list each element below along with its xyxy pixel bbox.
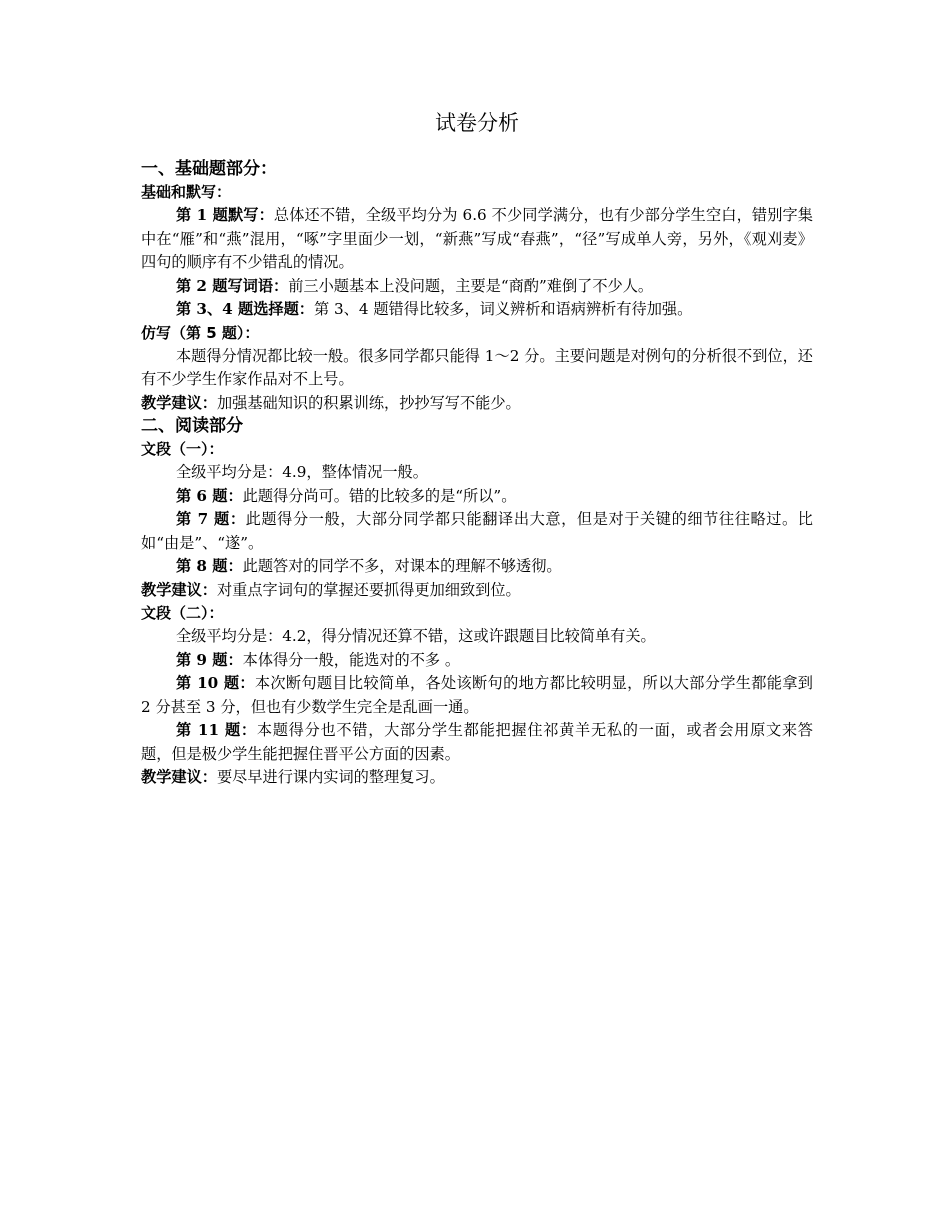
paragraph-q3-4 — [141, 298, 813, 322]
passage2-advice-text: 要尽早进行课内实词的整理复习。 — [216, 768, 445, 786]
document-page — [141, 108, 813, 790]
q7-label: 第 7 题： — [175, 510, 246, 528]
q6-text: 此题得分尚可。错的比较多的是“所以”。 — [242, 486, 517, 505]
passage1-advice-text: 对重点字词句的掌握还要抓得更加细致到位。 — [216, 580, 521, 599]
q10-label: 第 10 题： — [175, 674, 255, 692]
q3-4-text: 第 3、4 题错得比较多，词义辨析和语病辨析有待加强。 — [313, 300, 693, 318]
paragraph-imitation: 本题得分情况都比较一般。很多同学都只能得 1～2 分。主要问题是对例句的分析很不到位，还有不少学生作家作品对不上号。 — [141, 346, 813, 388]
paragraph-q10 — [141, 672, 813, 719]
q9-label: 第 9 题： — [175, 650, 243, 669]
q1-text: 总体还不错，全级平均分为 6.6 不少同学满分，也有少部分学生空白，错别字集中在“雁”和“燕”混用，“啄”字里面少一划，“新燕”写成“春燕”，“径”写成单人旁，另外，《观刈麦》四句的顺序有不少错乱的情况。 — [141, 206, 813, 271]
q8-text: 此题答对的同学不多，对课本的理解不够透彻。 — [242, 557, 562, 575]
q11-text: 本题得分也不错，大部分学生都能把握住祁黄羊无私的一面，或者会用原文来答题，但是极少学生能把握住晋平公方面的因素。 — [141, 721, 813, 763]
subsection-passage1-heading: 文段（一）： — [141, 440, 224, 458]
paragraph-q2 — [141, 275, 813, 299]
basics-advice-text: 加强基础知识的积累训练，抄抄写写不能少。 — [216, 393, 521, 412]
q11-label: 第 11 题： — [175, 721, 257, 739]
subsection-imitation-heading: 仿写（第 5 题）： — [141, 323, 260, 342]
page-title: 试卷分析 — [435, 111, 519, 135]
paragraph-q7 — [141, 508, 813, 555]
q9-text: 本体得分一般，能选对的不多 。 — [242, 650, 461, 669]
subsection-basics-dictation-heading: 基础和默写： — [141, 183, 232, 201]
paragraph-basics-advice — [141, 392, 813, 416]
section-reading-heading: 二、阅读部分 — [141, 416, 243, 436]
paragraph-q9 — [141, 649, 813, 673]
passage1-advice-label: 教学建议： — [141, 580, 217, 599]
subsection-passage2-heading: 文段（二）： — [141, 604, 224, 622]
q6-label: 第 6 题： — [175, 486, 243, 505]
paragraph-q6 — [141, 485, 813, 509]
paragraph-passage2-advice — [141, 766, 813, 790]
section-basics-heading: 一、基础题部分： — [141, 159, 277, 179]
paragraph-passage1-advice — [141, 579, 813, 603]
paragraph-passage2-summary: 全级平均分是：4.2，得分情况还算不错，这或许跟题目比较简单有关。 — [175, 627, 656, 645]
paragraph-q8 — [141, 555, 813, 579]
paragraph-q1 — [141, 204, 813, 275]
q1-label: 第 1 题默写： — [175, 206, 274, 224]
paragraph-passage1-summary: 全级平均分是：4.9，整体情况一般。 — [175, 463, 428, 481]
q2-label: 第 2 题写词语： — [175, 276, 289, 295]
q2-text: 前三小题基本上没问题，主要是“商酌”难倒了不少人。 — [288, 276, 654, 295]
q8-label: 第 8 题： — [175, 557, 243, 575]
paragraph-q11 — [141, 719, 813, 766]
passage2-advice-label: 教学建议： — [141, 768, 217, 786]
q10-text: 本次断句题目比较简单，各处该断句的地方都比较明显，所以大部分学生都能拿到 2 分甚至 3 分，但也有少数学生完全是乱画一通。 — [141, 674, 813, 716]
q7-text: 此题得分一般，大部分同学都只能翻译出大意，但是对于关键的细节往往略过。比如“由是”、“遂”。 — [141, 510, 813, 552]
basics-advice-label: 教学建议： — [141, 393, 217, 412]
q3-4-label: 第 3、4 题选择题： — [175, 300, 314, 318]
